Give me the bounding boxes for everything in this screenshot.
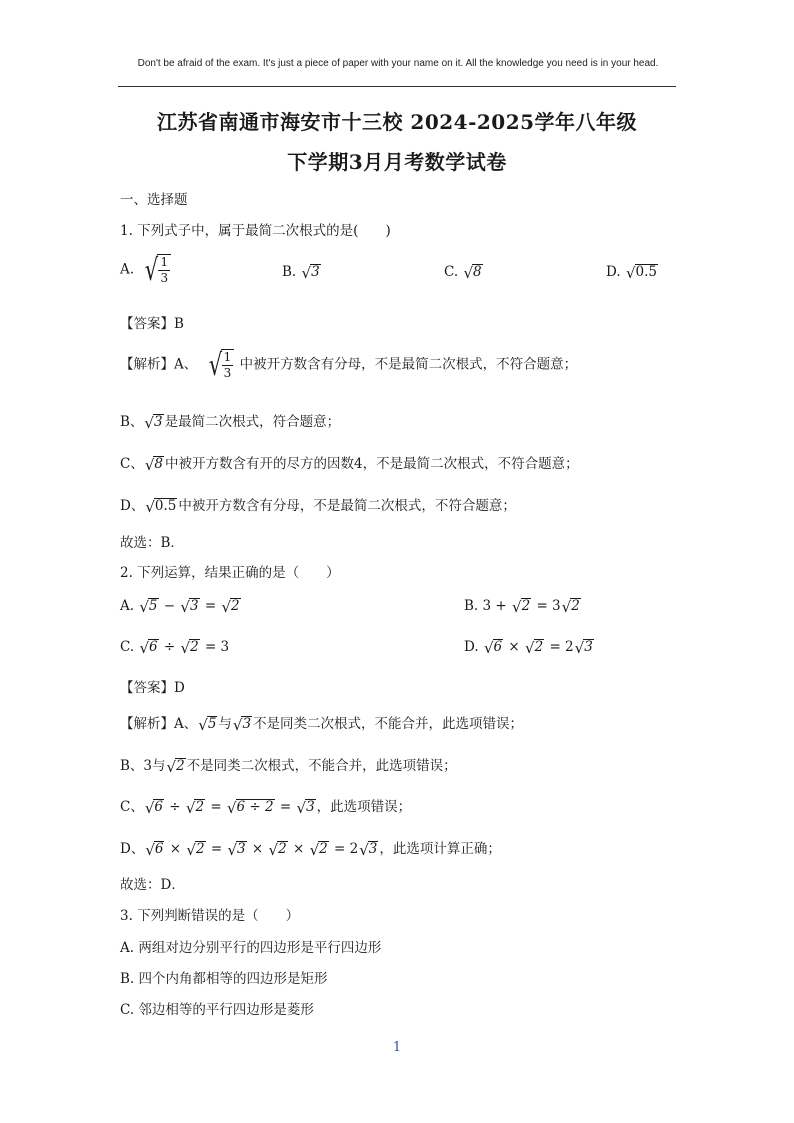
- q1-option-a-radical: √ $\frac{1}{3}$: [139, 254, 171, 286]
- header-motto: Don't be afraid of the exam. It's just a piece of paper with your name on it. All the knowledge you need is in your head.: [137, 58, 659, 69]
- exam-title-line1: 江苏省南通市海安市十三校 2024-2025学年八年级: [156, 110, 638, 134]
- q1-option-b-letter: B.: [282, 264, 297, 280]
- q1-frac-num: 1: [160, 255, 169, 269]
- q2-option-b[interactable]: B. 3 + √ 2 = 3 √ 2: [464, 597, 580, 616]
- q1-option-c[interactable]: C. √ 8: [444, 263, 482, 282]
- q2-explanation-d: D、 √ 6 × √ 2 = √ 3 × √ 2 × √ 2 = 2 √ 3 ，此选项计算正确；: [120, 840, 501, 859]
- q2-stem: 2. 下列运算，结果正确的是（ ）: [120, 565, 340, 581]
- q2-choice: 故选：D．: [120, 877, 185, 893]
- q1-frac-den: 3: [160, 271, 169, 285]
- q2-option-c-letter: C.: [120, 639, 135, 655]
- q2-answer: 【答案】D: [120, 680, 185, 696]
- q2-explanation-c: C、 √ 6 ÷ √ 2 = √ 6 ÷ 2 = √ 3 ，此选项错误；: [120, 798, 412, 817]
- q3-option-a[interactable]: A. 两组对边分别平行的四边形是平行四边形: [120, 940, 382, 956]
- exam-title-line2: 下学期3月月考数学试卷: [287, 150, 507, 174]
- q1-option-b[interactable]: B. √ 3: [282, 263, 320, 282]
- q2-explanation-a: 【解析】A、 √ 5 与 √ 3 不是同类二次根式，不能合并，此选项错误；: [120, 715, 524, 734]
- q1-option-a-letter: A.: [120, 261, 135, 278]
- q1-option-d[interactable]: D. √ 0.5: [606, 263, 657, 282]
- q1-explanation-c: C、 √ 8 中被开方数含有开的尽方的因数4，不是最简二次根式，不符合题意；: [120, 455, 579, 474]
- q1-option-a[interactable]: [120, 254, 172, 286]
- q1-explanation-d: D、 √ 0.5 中被开方数含有分母，不是最简二次根式，不符合题意；: [120, 497, 516, 516]
- q3-option-b[interactable]: B. 四个内角都相等的四边形是矩形: [120, 971, 328, 987]
- page-number: 1: [392, 1040, 402, 1055]
- q3-option-c[interactable]: C. 邻边相等的平行四边形是菱形: [120, 1002, 314, 1018]
- q1-stem: 1. 下列式子中，属于最简二次根式的是( ): [120, 223, 391, 239]
- q1-option-c-letter: C.: [444, 264, 459, 280]
- q2-option-c[interactable]: C. √ 6 ÷ √ 2 = 3: [120, 638, 230, 657]
- q2-option-a-letter: A.: [120, 598, 135, 614]
- q2-option-b-letter: B.: [464, 598, 479, 614]
- q2-option-a[interactable]: A. √ 5 − √ 3 = √ 2: [120, 597, 240, 616]
- q1-option-c-value: 8: [473, 264, 482, 281]
- section-heading: 一、选择题: [120, 192, 188, 208]
- header-divider: [118, 86, 676, 87]
- q1-explanation-b: B、 √ 3 是最简二次根式，符合题意；: [120, 413, 341, 432]
- q1-answer: 【答案】B: [120, 316, 184, 332]
- q1-choice: 故选：B．: [120, 535, 184, 551]
- q1-option-b-value: 3: [311, 264, 320, 281]
- q3-stem: 3. 下列判断错误的是（ ）: [120, 908, 300, 924]
- q1-option-d-value: 0.5: [635, 264, 657, 281]
- q2-option-d-letter: D.: [464, 639, 479, 655]
- q1-option-d-letter: D.: [606, 264, 621, 280]
- q1-explanation-a: 【解析】A、 √ $\frac{1}{3}$ 中被开方数含有分母，不是最简二次根式，不符合题意；: [120, 348, 578, 383]
- q2-option-d[interactable]: D. √ 6 × √ 2 = 2 √ 3: [464, 638, 593, 657]
- q2-explanation-b: B、3与 √ 2 不是同类二次根式，不能合并，此选项错误；: [120, 757, 457, 776]
